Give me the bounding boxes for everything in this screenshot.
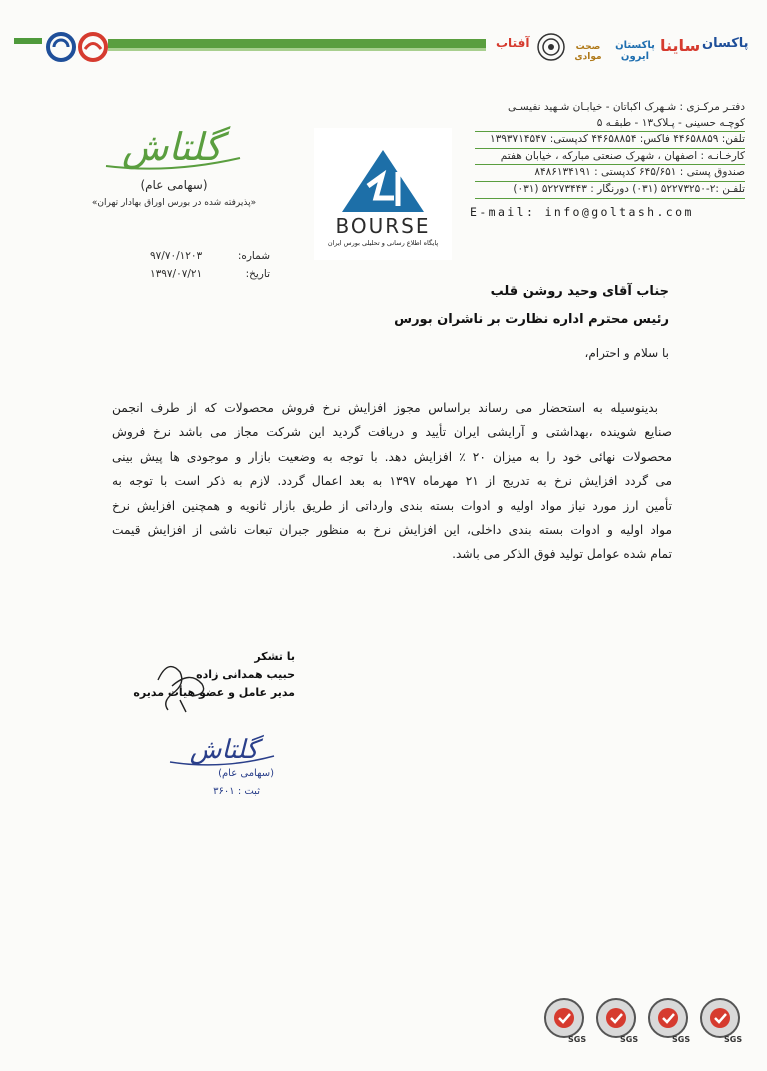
certification-badge-icon <box>694 996 746 1044</box>
contact-block <box>475 100 745 199</box>
header-band-stripe <box>108 48 486 51</box>
brand-saina: ساینا <box>660 36 701 55</box>
factory-pobox: صندوق پستی : ۶۴۵/۶۵۱ کدپستی : ۸۴۸۶۱۳۴۱۹۱ <box>475 165 745 182</box>
stamp-logo-text: گلتاش <box>189 735 259 765</box>
signature-closing: با تشکر <box>254 650 295 663</box>
letter-number-value: ۹۷/۷۰/۱۲۰۳ <box>150 250 203 262</box>
office-street: کوچـه حسینی - پـلاک۱۳ - طبقـه ۵ <box>475 116 745 133</box>
recipient-name: جناب آقای وحید روشن قلب <box>490 284 669 299</box>
listed-note: «پذیرفته شده در بورس اوراق بهادار تهران» <box>91 198 257 208</box>
signature-role: مدیر عامل و عضو هیأت مدیره <box>133 686 295 699</box>
letter-number <box>150 250 270 262</box>
company-logo-text: گلتاش <box>121 125 223 169</box>
seal-logo-icon <box>536 32 566 62</box>
body-line: بدینوسیله به استحضار می رساند براساس مجوز افزایش نرخ فروش محصولات که از طرف انجمن <box>112 401 658 415</box>
brand-pakshoo: پاکسان <box>702 36 749 51</box>
bourse-triangle-icon <box>338 146 428 216</box>
office-phones: تلفن: ۴۴۶۵۸۸۵۹ فاکس: ۴۴۶۵۸۸۵۴ کدپستی: ۱۳۹۳۷۱۴۵۴۷ <box>475 132 745 149</box>
header-band-stripe <box>108 39 486 48</box>
recipient-title: رئیس محترم اداره نظارت بر ناشران بورس <box>394 312 669 327</box>
brand-logo-icon <box>78 32 108 62</box>
body-line: محصولات نهائی خود را به میزان ۲۰ ٪ افزایش دهد. با توجه به وضعیت بازار و موجودی ها پیش بینی <box>112 449 672 464</box>
letter-date-value: ۱۳۹۷/۰۷/۲۱ <box>150 268 203 280</box>
signature-name: حبیب همدانی زاده <box>196 668 295 681</box>
stamp-registration: ثبت : ۳۶۰۱ <box>213 786 260 797</box>
cert-label: SGS <box>724 1035 743 1044</box>
brand-logo-icon <box>46 32 76 62</box>
stamp-company-type: (سهامی عام) <box>218 768 274 779</box>
certification-badge-icon <box>538 996 590 1044</box>
stamp-logo <box>168 730 276 770</box>
body-line: تمام شده عوامل تولید فوق الذکر می باشد. <box>452 547 672 562</box>
office-address: دفتـر مرکـزی : شـهرک اکباتان - خیابـان شـهید نفیسـی <box>507 101 745 113</box>
cert-label: SGS <box>568 1035 587 1044</box>
certification-badge-icon <box>590 996 642 1044</box>
letter-date-label: تاریخ: <box>245 268 270 280</box>
brand-pakistan: پاکستان ایرون <box>615 40 655 62</box>
factory-address: کارخـانـه : اصفهان ، شهرک صنعتی مبارکه ، خیابان هفتم <box>475 149 745 166</box>
brand-aftab: آفتاب <box>496 36 530 50</box>
header-band-stripe <box>14 38 42 44</box>
greeting: با سلام و احترام، <box>584 346 669 360</box>
body-line: مواد اولیه و ادوات بسته بندی داخلی، این افزایش نرخ به منظور جبران تبعات ناشی از افزایش قیمت <box>112 522 672 537</box>
cert-label: SGS <box>672 1035 691 1044</box>
company-logo <box>100 118 245 176</box>
bourse-subtitle: پایگاه اطلاع رسانی و تحلیلی بورس ایران <box>327 239 439 247</box>
email-address: E-mail: info@goltash.com <box>470 205 694 219</box>
body-line: می گردد افزایش نرخ به تدریج از ۲۱ مهرماه ۱۳۹۷ به بعد اعمال گردد. لازم به ذکر است با توجه به <box>112 474 673 489</box>
letter-number-label: شماره: <box>237 250 270 262</box>
bourse-logo <box>314 128 452 260</box>
certification-badge-icon <box>642 996 694 1044</box>
handwritten-signature <box>150 650 220 716</box>
body-line: صنایع شوینده ،بهداشتی و آرایشی ایران تأیید و دریافت گردید این شرکت مجاز می باشد نرخ فروش <box>112 425 672 440</box>
cert-label: SGS <box>620 1035 639 1044</box>
body-line: تأمین ارز مورد نیاز مواد اولیه و ادوات بسته بندی وارداتی از طریق بازار ثانویه و همچنین افزایش نرخ <box>112 498 672 513</box>
letter-body <box>112 396 672 567</box>
letter-date <box>150 268 270 280</box>
company-type: (سهامی عام) <box>140 178 208 192</box>
brand-sehat: صحت موادی <box>574 42 602 62</box>
factory-phones: تلفـن :۲-۵۲۲۷۳۲۵۰ (۰۳۱) دورنگار : ۵۲۲۷۳۴۴۳ (۰۳۱) <box>475 182 745 199</box>
bourse-wordmark: BOURSE <box>335 214 431 238</box>
